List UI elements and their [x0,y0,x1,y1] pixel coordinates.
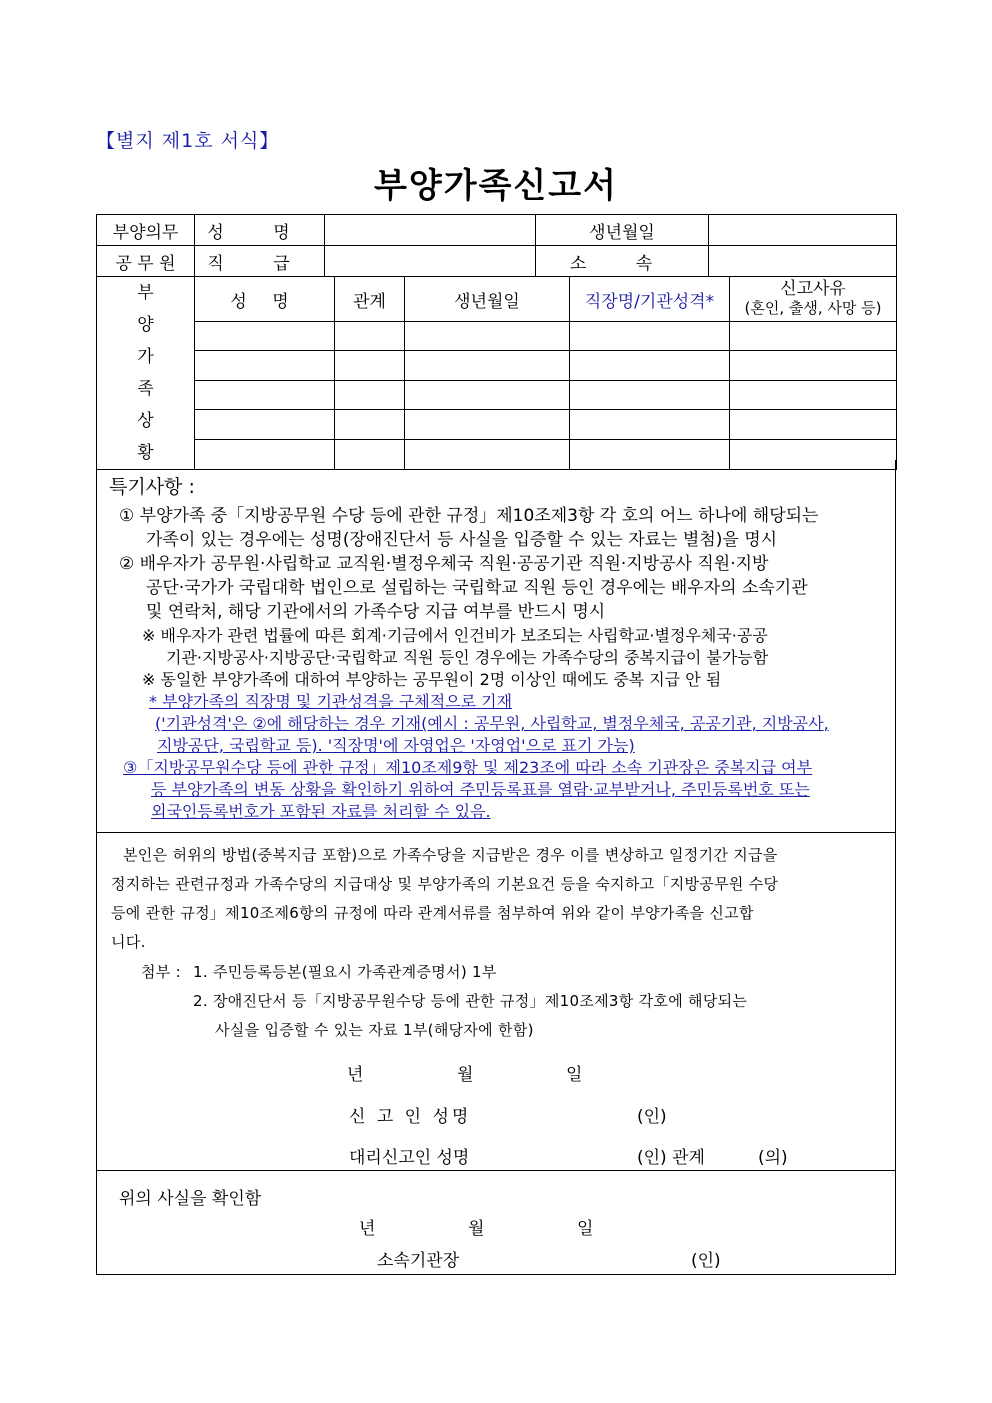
dep-name-cell[interactable] [195,380,335,409]
official-info-table [96,214,897,277]
dep-workplace-cell[interactable] [570,322,730,351]
table-row [97,322,897,351]
workplace-instruction-line2: ('기관성격'은 ②에 해당하는 경우 기재(예시 : 공무원, 사립학교, 별정우체국, 공공기관, 지방공사, [155,714,829,733]
col-reason-header: 신고사유 (혼인, 출생, 사망 등) [730,277,897,322]
reporter-seal[interactable]: (인) [637,1107,667,1127]
dep-relation-cell[interactable] [335,380,405,409]
dep-birth-cell[interactable] [405,322,570,351]
notes-heading: 특기사항 : [109,476,195,498]
declaration-line3: 등에 관한 규정」제10조제6항의 규정에 따라 관계서류를 첨부하여 위와 같이 부양가족을 신고합 [111,904,754,922]
workplace-instruction-line1: * 부양가족의 직장명 및 기관성격을 구체적으로 기재 [149,692,513,711]
date-year: 년 [347,1065,364,1085]
declaration-line1: 본인은 허위의 방법(중복지급 포함)으로 가족수당을 지급받은 경우 이를 변상하고 일정기간 지급을 [123,846,778,864]
date-month: 월 [457,1065,474,1085]
dep-name-cell[interactable] [195,351,335,380]
dep-workplace-cell[interactable] [570,380,730,409]
dep-birth-cell[interactable] [405,410,570,439]
note-2-line1: ② 배우자가 공무원·사립학교 교직원·별정우체국 직원·공공기관 직원·지방공사 직원·지방 [119,554,769,574]
declaration-line2: 정지하는 관련규정과 가족수당의 지급대상 및 부양가족의 기본요건 등을 숙지하고「지방공무원 수당 [111,875,779,893]
dep-birth-cell[interactable] [405,380,570,409]
attachment-2-line2: 사실을 입증할 수 있는 자료 1부(해당자에 한함) [215,1021,534,1039]
dep-relation-cell[interactable] [335,351,405,380]
agent-suffix: (의) [758,1148,788,1168]
form-number-tag: 【별지 제1호 서식】 [96,130,280,152]
remark-1-line2: 기관·지방공사·지방공단·국립학교 직원 등인 경우에는 가족수당의 중복지급이 불가능함 [166,648,769,667]
note-3-line3: 외국인등록번호가 포함된 자료를 처리할 수 있음. [151,802,491,821]
dep-workplace-cell[interactable] [570,351,730,380]
declaration-line4: 니다. [111,933,146,951]
dept-field[interactable] [709,246,897,277]
agent-seal-relation[interactable]: (인) 관계 [637,1148,705,1168]
birth-field[interactable] [709,215,897,246]
note-2-line3: 및 연락처, 해당 기관에서의 가족수당 지급 여부를 반드시 명시 [146,602,606,622]
note-3-line1: ③「지방공무원수당 등에 관한 규정」제10조제9항 및 제23조에 따라 소속 기관장은 중복지급 여부 [123,758,813,777]
reporter-label: 신 고 인 성명 [349,1107,472,1127]
attachment-label: 첨부 : [141,963,182,981]
dep-reason-cell[interactable] [730,351,897,380]
col-workplace-header: 직장명/기관성격* [570,277,730,322]
dep-name-cell[interactable] [195,410,335,439]
dep-name-cell[interactable] [195,322,335,351]
table-row [97,410,897,439]
group-label-line1: 부양의무 [97,215,195,246]
dep-birth-cell[interactable] [405,351,570,380]
col-birth-header: 생년월일 [405,277,570,322]
col-name-header: 성 명 [195,277,335,322]
date-day: 일 [566,1065,583,1085]
group-label-line2: 공 무 원 [97,246,195,277]
workplace-instruction-line3: 지방공단, 국립학교 등). '직장명'에 자영업은 '자영업'으로 표기 가능) [157,736,635,755]
dep-reason-cell[interactable] [730,410,897,439]
col-relation-header: 관계 [335,277,405,322]
dep-relation-cell[interactable] [335,322,405,351]
confirm-date-month: 월 [468,1219,485,1239]
confirmation-section [96,1170,896,1275]
dependents-table [96,276,897,470]
confirm-date-year: 년 [359,1219,376,1239]
dep-workplace-cell[interactable] [570,410,730,439]
dep-reason-cell[interactable] [730,380,897,409]
agency-head-label: 소속기관장 [377,1251,460,1271]
dep-reason-cell[interactable] [730,322,897,351]
agent-label: 대리신고인 성명 [349,1148,470,1168]
confirm-date-day: 일 [577,1219,594,1239]
note-3-line2: 등 부양가족의 변동 상황을 확인하기 위하여 주민등록표를 열람·교부받거나, 주민등록번호 또는 [151,780,810,799]
birth-label: 생년월일 [536,215,709,246]
note-1-line2: 가족이 있는 경우에는 성명(장애진단서 등 사실을 입증할 수 있는 자료는 별첨)을 명시 [146,530,778,550]
confirmation-text: 위의 사실을 확인함 [119,1189,262,1209]
dep-relation-cell[interactable] [335,410,405,439]
declaration-section [96,832,896,1171]
remark-2: ※ 동일한 부양가족에 대하여 부양하는 공무원이 2명 이상인 때에도 중복 지급 안 됨 [142,670,722,689]
remark-1-line1: ※ 배우자가 관련 법률에 따른 회계·기금에서 인건비가 보조되는 사립학교·별정우체국·공공 [142,626,768,645]
page-title: 부양가족신고서 [374,166,618,206]
rank-field[interactable] [325,246,536,277]
table-row [97,351,897,380]
rank-label: 직 급 [195,246,325,277]
dept-label: 소 속 [536,246,709,277]
attachment-1: 1. 주민등록등본(필요시 가족관계증명서) 1부 [193,963,497,981]
name-label: 성 명 [195,215,325,246]
attachment-2-line1: 2. 장애진단서 등「지방공무원수당 등에 관한 규정」제10조제3항 각호에 해당되는 [193,992,748,1010]
special-notes-section [96,460,896,833]
dependents-section-label: 부 양 가 족 상 황 [97,277,195,470]
name-field[interactable] [325,215,536,246]
table-row [97,380,897,409]
agency-head-seal[interactable]: (인) [691,1251,721,1271]
note-2-line2: 공단·국가가 국립대학 법인으로 설립하는 국립학교 직원 등인 경우에는 배우자의 소속기관 [146,578,808,598]
note-1-line1: ① 부양가족 중「지방공무원 수당 등에 관한 규정」제10조제3항 각 호의 어느 하나에 해당되는 [119,506,819,526]
